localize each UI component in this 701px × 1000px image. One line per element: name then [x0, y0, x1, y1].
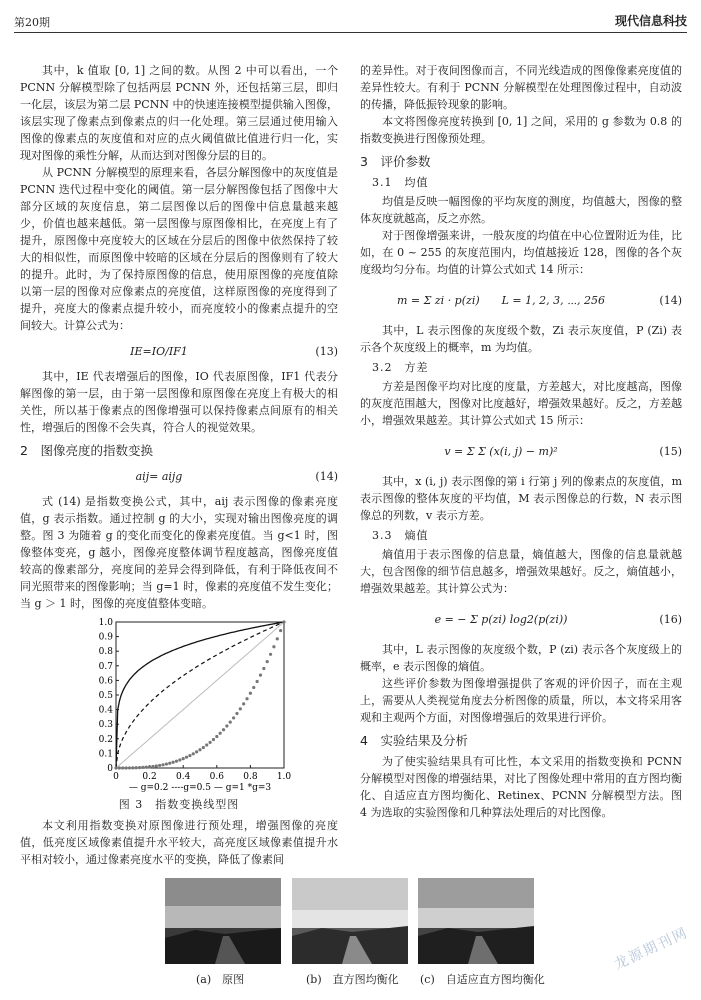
- series-point-g3: [202, 746, 205, 749]
- series-point-g3: [172, 761, 175, 764]
- series-point-g3: [205, 743, 208, 746]
- figure-3: [20, 616, 338, 794]
- series-point-g3: [188, 754, 191, 757]
- series-point-g3: [262, 667, 265, 670]
- paragraph: 本文利用指数变换对原图像进行预处理，增强图像的亮度值，低亮度区域像素值提升水平较大，高亮度区域像素值提升水平相对较小，通过像素亮度水平的变换，降低了像素间: [20, 819, 338, 866]
- x-tick-label: 0.4: [176, 772, 191, 782]
- x-tick-label: 0.8: [243, 772, 258, 782]
- equation-14: aij= aijg (14): [135, 469, 338, 483]
- series-point-g3: [114, 766, 117, 769]
- section-heading: 3 评价参数: [360, 154, 431, 169]
- y-tick-label: 0.2: [98, 734, 113, 745]
- series-point-g3: [239, 707, 242, 710]
- series-point-g3: [178, 758, 181, 761]
- y-tick-label: 1.0: [98, 618, 113, 628]
- gamma-chart: [20, 616, 338, 794]
- paragraph: 其中，L 表示图像的灰度级个数，P (zi) 表示各个灰度级上的概率，e 表示图像的熵值。: [360, 643, 682, 673]
- paragraph: 对于图像增强来讲，一般灰度的均值在中心位置附近为佳，比如，在 0 ~ 255 的灰度范围内，均值越接近 128，图像的各个灰度级均匀分布。均值的计算公式如式 14 所示：: [360, 229, 682, 276]
- photo-hist-eq: [292, 878, 408, 964]
- watermark: 龙源期刊网: [611, 924, 692, 974]
- series-point-g3: [259, 674, 262, 677]
- series-line-g1: [116, 622, 284, 768]
- series-point-g3: [141, 766, 144, 769]
- series-point-g3: [266, 660, 269, 663]
- series-point-g3: [222, 728, 225, 731]
- series-point-g3: [121, 766, 124, 769]
- equation-entropy: e = − Σ p(zi) log2(p(zi)) (16): [434, 612, 682, 626]
- issue-number: 第20期: [14, 16, 50, 29]
- paragraph: 本文将图像亮度转换到 [0, 1] 之间，采用的 g 参数为 0.8 的指数变换进行图像预处理。: [360, 115, 682, 145]
- series-point-g3: [138, 766, 141, 769]
- series-point-g3: [242, 702, 245, 705]
- series-point-g3: [131, 766, 134, 769]
- series-point-g3: [118, 766, 121, 769]
- series-point-g3: [145, 766, 148, 769]
- caption-adaptive-hist-eq: (c) 自适应直方图均衡化: [420, 973, 545, 986]
- equation-variance: v = Σ Σ (x(i, j) − m)² (15): [444, 444, 682, 458]
- caption-original: (a) 原图: [196, 973, 245, 986]
- paragraph: 均值是反映一幅图像的平均灰度的测度，均值越大，图像的整体灰度就越高，反之亦然。: [360, 195, 682, 225]
- series-point-g3: [195, 750, 198, 753]
- header-rule: [14, 32, 687, 33]
- series-point-g3: [249, 692, 252, 695]
- figure-4: [0, 878, 701, 998]
- series-point-g3: [272, 645, 275, 648]
- series-point-g3: [128, 766, 131, 769]
- subsection-heading: 3.3 熵值: [372, 529, 429, 542]
- journal-name: 现代信息科技: [614, 14, 687, 28]
- photo-adaptive-hist-eq: [418, 878, 534, 964]
- subsection-heading: 3.1 均值: [372, 176, 429, 189]
- series-point-g3: [165, 762, 168, 765]
- series-point-g3: [229, 720, 232, 723]
- series-point-g3: [225, 724, 228, 727]
- series-point-g3: [124, 766, 127, 769]
- y-tick-label: 0: [107, 764, 113, 774]
- series-point-g3: [245, 697, 248, 700]
- subsection-heading: 3.2 方差: [372, 361, 429, 374]
- paragraph: 其中，L 表示图像的灰度级个数，Zi 表示灰度值，P (Zi) 表示各个灰度级上的概率，m 为均值。: [360, 324, 682, 354]
- x-tick-label: 0.6: [209, 772, 224, 782]
- left-column: [20, 62, 338, 868]
- paragraph: 其中，x (i, j) 表示图像的第 i 行第 j 列的像素点的灰度值，m 表示图像的整体灰度的平均值，M 表示图像总的行数，N 表示图像总的列数，v 表示方差。: [360, 475, 682, 522]
- series-point-g3: [151, 765, 154, 768]
- y-tick-label: 0.8: [98, 647, 113, 658]
- x-tick-label: 0: [113, 772, 119, 782]
- y-tick-label: 0.6: [98, 676, 113, 687]
- page-header: [14, 8, 687, 30]
- series-point-g3: [279, 629, 282, 632]
- x-tick-label: 0.2: [142, 772, 157, 782]
- y-tick-label: 0.1: [98, 749, 113, 760]
- paragraph: 熵值用于表示图像的信息量，熵值越大，图像的信息量就越大，包含图像的细节信息越多，增强效果越好。反之，熵值越小，增强效果越差。其计算公式为：: [360, 548, 682, 595]
- x-tick-label: 1.0: [276, 772, 292, 782]
- series-point-g3: [219, 732, 222, 735]
- equation-mean: m = Σ zi · p(zi) L = 1, 2, 3, ⋯, 256 (14): [396, 293, 682, 307]
- series-point-g3: [198, 748, 201, 751]
- section-heading: 2 图像亮度的指数变换: [20, 443, 153, 458]
- series-point-g3: [208, 741, 211, 744]
- y-tick-label: 0.9: [98, 632, 113, 643]
- equation-13: IE=IO/IF1 (13): [130, 344, 338, 358]
- series-point-g3: [161, 763, 164, 766]
- y-tick-label: 0.3: [98, 720, 113, 731]
- series-point-g3: [276, 637, 279, 640]
- series-point-g3: [282, 620, 285, 623]
- series-point-g3: [148, 765, 151, 768]
- paragraph: 其中，IE 代表增强后的图像，IO 代表原图像，IF1 代表分解图像的第一层，由于第一层图像和原图像在亮度上有极大的相关性，所以基于像素点的图像增强可以保持像素点间原有的相关性，增强后的图像不会失真，符合人的视觉效果。: [20, 370, 338, 434]
- series-point-g3: [215, 735, 218, 738]
- paragraph: 式 (14) 是指数变换公式，其中，aij 表示图像的像素亮度值，g 表示指数。通过控制 g 的大小，实现对输出图像亮度的调整。图 3 为随着 g 的变化而变化的像素亮度值。当 g<1 时，图像整体变亮，g 越小，图像亮度整体调节程度越高，图像亮度值较高的像素部分，亮度间的差异会得到降低，有利于降低夜间不同光照带来的图像影响；当 g=1 时，像素的亮度值不发生变化；当 g ＞ 1 时，图像的亮度值整体变暗。: [20, 495, 338, 610]
- paragraph: 为了使实验结果具有可比性，本文采用的指数变换和 PCNN 分解模型对图像的增强结果，对比了图像处理中常用的直方图均衡化、自适应直方图均衡化、Retinex、PCNN 分解模型方法。图 4 为选取的实验图像和几种算法处理后的对比图像。: [360, 755, 682, 819]
- series-point-g3: [155, 764, 158, 767]
- y-tick-label: 0.5: [98, 691, 113, 701]
- chart-legend: — g=0.2 ----g=0.5 — g=1 *g=3: [128, 783, 272, 793]
- paragraph: 从 PCNN 分解模型的原理来看，各层分解图像中的灰度值是 PCNN 迭代过程中变化的阈值。第一层分解图像包括了图像中大部分区域的灰度信息，第二层图像以后的图像中信息量越来越少，价值也越来越低。第一层图像与原图像相比，在亮度上有了提升，原图像中亮度较大的区域在分层后的图像中依然保持了较大的相似性，而原图像中较暗的区域在分层后的图像则有了较大的提升。此时，为了保持原图像的信息，使用原图像的亮度值除以第一层的图像对应像素点的亮度值，这样原图像的亮度得到了提升，亮度大的像素点提升较小，而亮度较小的像素点提升的空间较大。计算公式为：: [20, 166, 338, 332]
- series-point-g3: [185, 756, 188, 759]
- series-point-g3: [232, 716, 235, 719]
- y-tick-label: 0.7: [98, 661, 113, 672]
- series-point-g3: [235, 712, 238, 715]
- paragraph: 这些评价参数为图像增强提供了客观的评价因子，而在主观上，需要从人类视觉角度去分析图像的质量，所以，本文将采用客观和主观两个方面，对图像增强后的效果进行评价。: [360, 677, 682, 724]
- series-point-g3: [135, 766, 138, 769]
- figure-3-caption: 图 3 指数变换线型图: [118, 798, 240, 811]
- paragraph: 方差是图像平均对比度的度量，方差越大，对比度越高，图像的灰度范围越大，图像对比度越好，增强效果越好。反之，方差越小，增强效果越差。其计算公式如式 15 所示：: [360, 380, 682, 427]
- paragraph: 其中，k 值取 [0, 1] 之间的数。从图 2 中可以看出，一个 PCNN 分解模型除了包括两层 PCNN 外，还包括第三层，即归一化层，该层为第二层 PCNN 中的快速连接模型提供输入图像，该层实现了像素点到像素点的归一化处理。第三层通过使用输入图像的像素点的灰度值和对应的点火阈值做比值进行归一化，实现对图像的乘性分解，从而达到对图像分层的目的。: [20, 64, 338, 162]
- series-point-g3: [158, 764, 161, 767]
- right-column: [360, 62, 682, 821]
- series-point-g3: [269, 653, 272, 656]
- y-tick-label: 0.4: [98, 705, 113, 716]
- series-point-g3: [175, 760, 178, 763]
- series-point-g3: [252, 686, 255, 689]
- paragraph: 的差异性。对于夜间图像而言，不同光线造成的图像像素亮度值的差异性较大。有利于 PCNN 分解模型在处理图像过程中，自动波的传播，降低振铃现象的影响。: [360, 64, 682, 111]
- photo-original: [165, 878, 281, 964]
- section-heading: 4 实验结果及分析: [360, 733, 468, 748]
- caption-hist-eq: (b) 直方图均衡化: [306, 973, 399, 986]
- series-point-g3: [192, 752, 195, 755]
- series-point-g3: [168, 762, 171, 765]
- series-point-g3: [212, 738, 215, 741]
- series-point-g3: [182, 757, 185, 760]
- series-point-g3: [256, 680, 259, 683]
